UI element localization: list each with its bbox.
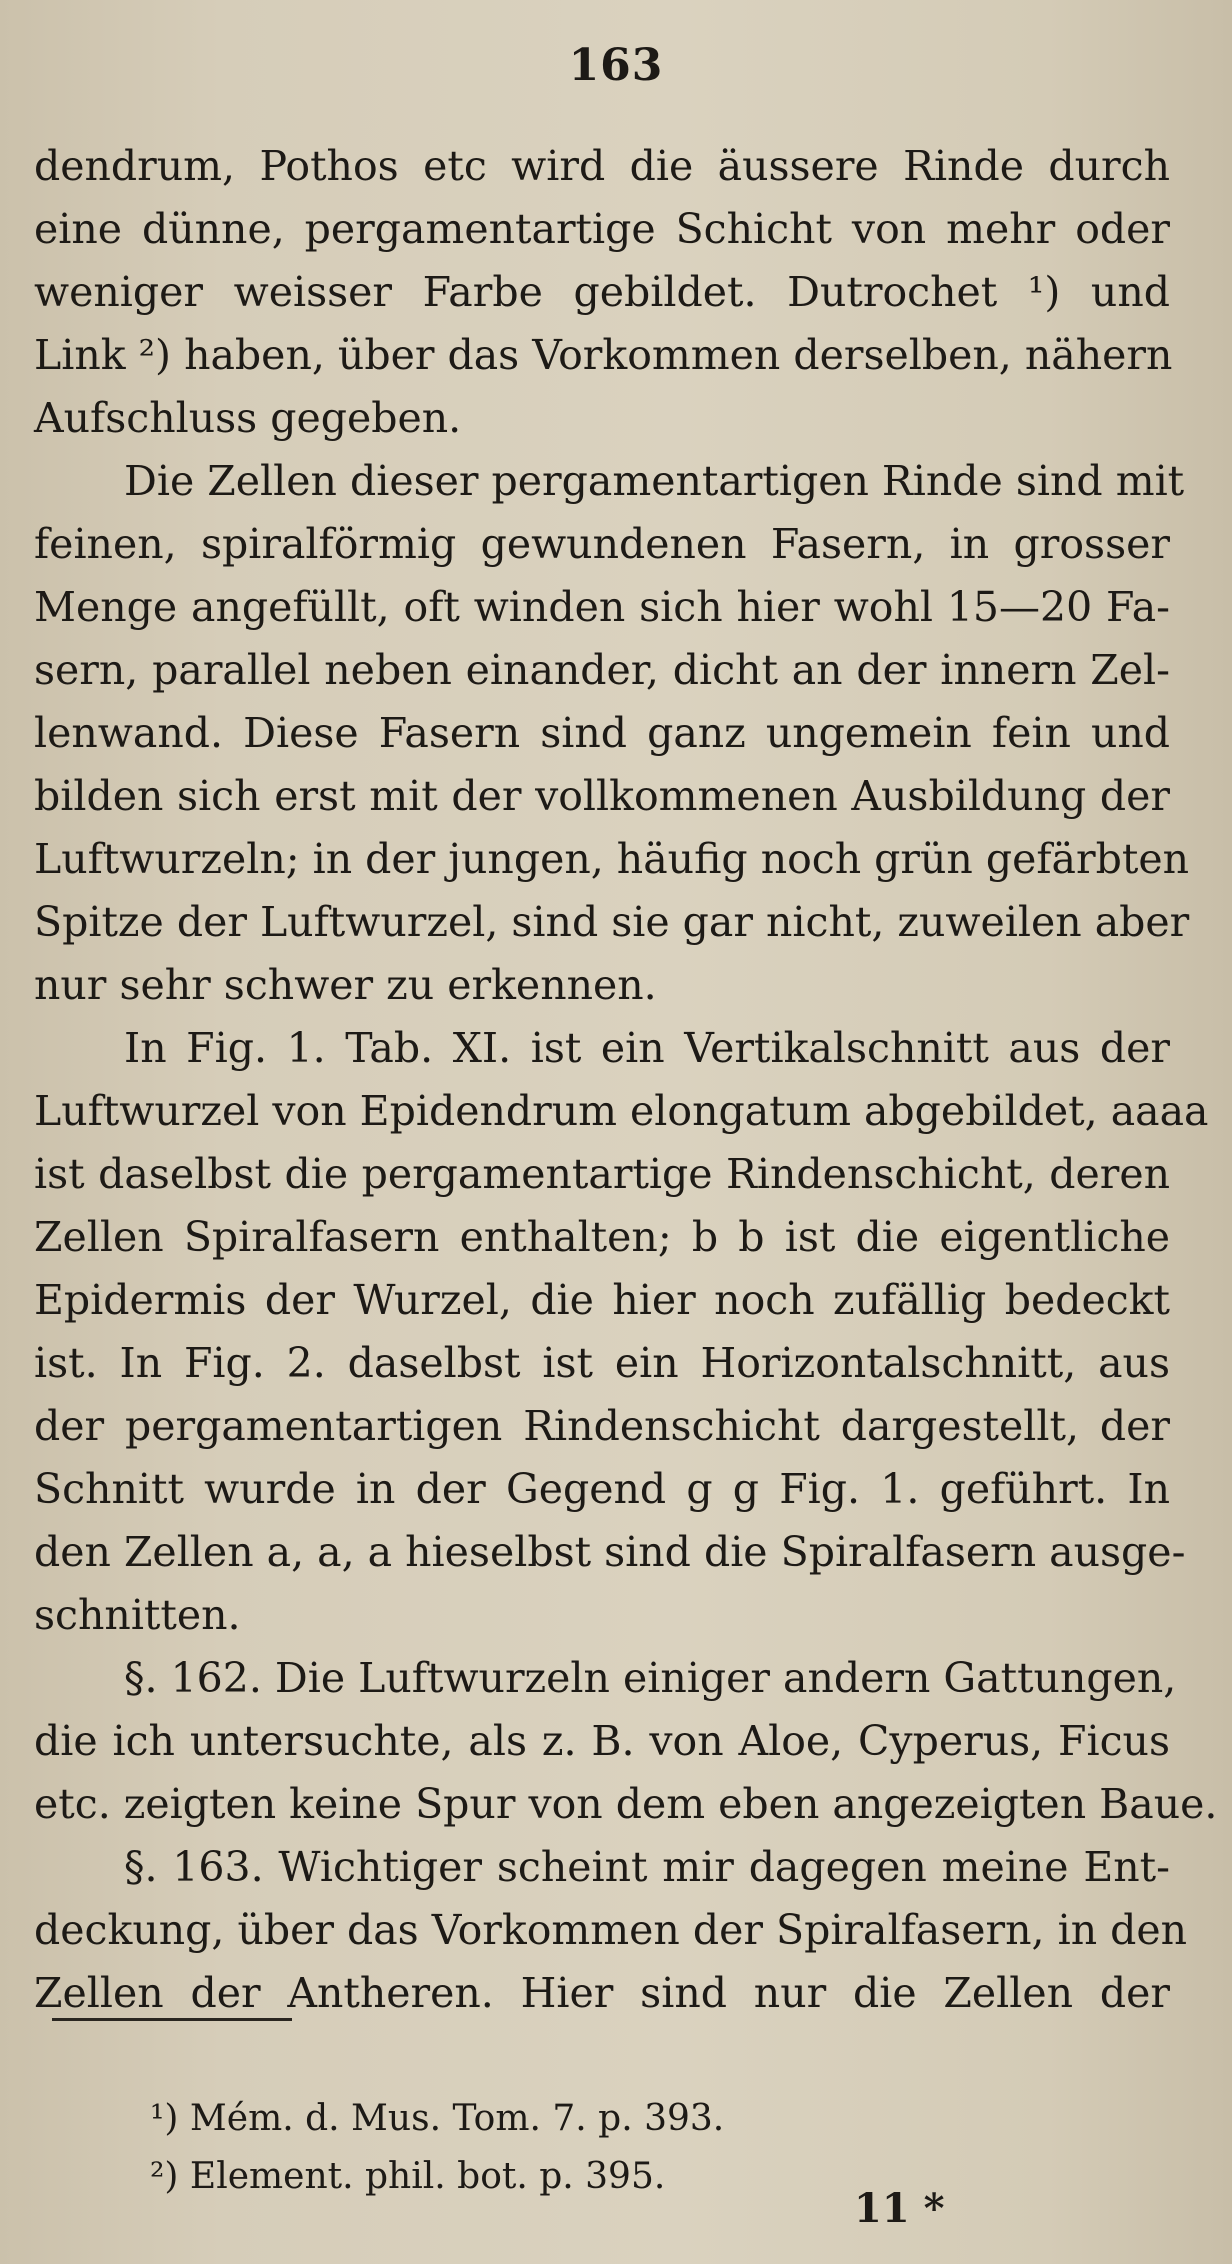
text-line: deckung, über das Vorkommen der Spiralfasern, in den xyxy=(34,1906,1188,1954)
text-line: etc. zeigten keine Spur von dem eben angezeigten Baue. xyxy=(34,1780,1218,1828)
footnote-divider xyxy=(52,2018,292,2021)
text-line: feinen, spiralförmig gewundenen Fasern, in grosser xyxy=(34,520,1170,568)
text-line: Link ²) haben, über das Vorkommen derselben, nähern xyxy=(34,331,1173,379)
text-line: Luftwurzel von Epidendrum elongatum abgebildet, aaaa xyxy=(34,1087,1209,1135)
footnote: ¹) Mém. d. Mus. Tom. 7. p. 393. xyxy=(150,2098,725,2139)
text-line: lenwand. Diese Fasern sind ganz ungemein fein und xyxy=(34,709,1170,757)
text-line: Zellen der Antheren. Hier sind nur die Zellen der xyxy=(34,1969,1170,2017)
text-line: ist. In Fig. 2. daselbst ist ein Horizontalschnitt, aus xyxy=(34,1339,1170,1387)
text-line: weniger weisser Farbe gebildet. Dutrochet ¹) und xyxy=(34,268,1170,316)
text-line: den Zellen a, a, a hieselbst sind die Spiralfasern ausge- xyxy=(34,1528,1186,1576)
text-line: Luftwurzeln; in der jungen, häufig noch grün gefärbten xyxy=(34,835,1189,883)
text-line: Die Zellen dieser pergamentartigen Rinde sind mit xyxy=(124,457,1185,505)
text-line: schnitten. xyxy=(34,1591,241,1639)
text-line: Epidermis der Wurzel, die hier noch zufällig bedeckt xyxy=(34,1276,1170,1324)
text-line: Spitze der Luftwurzel, sind sie gar nicht, zuweilen aber xyxy=(34,898,1190,946)
text-line: Aufschluss gegeben. xyxy=(34,394,462,442)
footnote: ²) Element. phil. bot. p. 395. xyxy=(150,2156,666,2197)
text-line: ist daselbst die pergamentartige Rindenschicht, deren xyxy=(34,1150,1170,1198)
page-number: 163 xyxy=(568,40,664,91)
text-line: §. 163. Wichtiger scheint mir dagegen meine Ent- xyxy=(124,1843,1170,1891)
text-line: Schnitt wurde in der Gegend g g Fig. 1. geführt. In xyxy=(34,1465,1170,1513)
text-line: In Fig. 1. Tab. XI. ist ein Vertikalschnitt aus der xyxy=(124,1024,1170,1072)
text-line: bilden sich erst mit der vollkommenen Ausbildung der xyxy=(34,772,1170,820)
printer-signature-mark: 11 * xyxy=(854,2185,945,2232)
text-line: der pergamentartigen Rindenschicht dargestellt, der xyxy=(34,1402,1170,1450)
text-line: sern, parallel neben einander, dicht an der innern Zel- xyxy=(34,646,1170,694)
text-line: Menge angefüllt, oft winden sich hier wohl 15—20 Fa- xyxy=(34,583,1170,631)
text-line: eine dünne, pergamentartige Schicht von mehr oder xyxy=(34,205,1170,253)
text-line: Zellen Spiralfasern enthalten; b b ist die eigentliche xyxy=(34,1213,1170,1261)
text-line: §. 162. Die Luftwurzeln einiger andern Gattungen, xyxy=(124,1654,1177,1702)
body-text xyxy=(34,135,1218,2025)
text-line: nur sehr schwer zu erkennen. xyxy=(34,961,657,1009)
text-line: die ich untersuchte, als z. B. von Aloe, Cyperus, Ficus xyxy=(34,1717,1170,1765)
text-line: dendrum, Pothos etc wird die äussere Rinde durch xyxy=(34,142,1170,190)
